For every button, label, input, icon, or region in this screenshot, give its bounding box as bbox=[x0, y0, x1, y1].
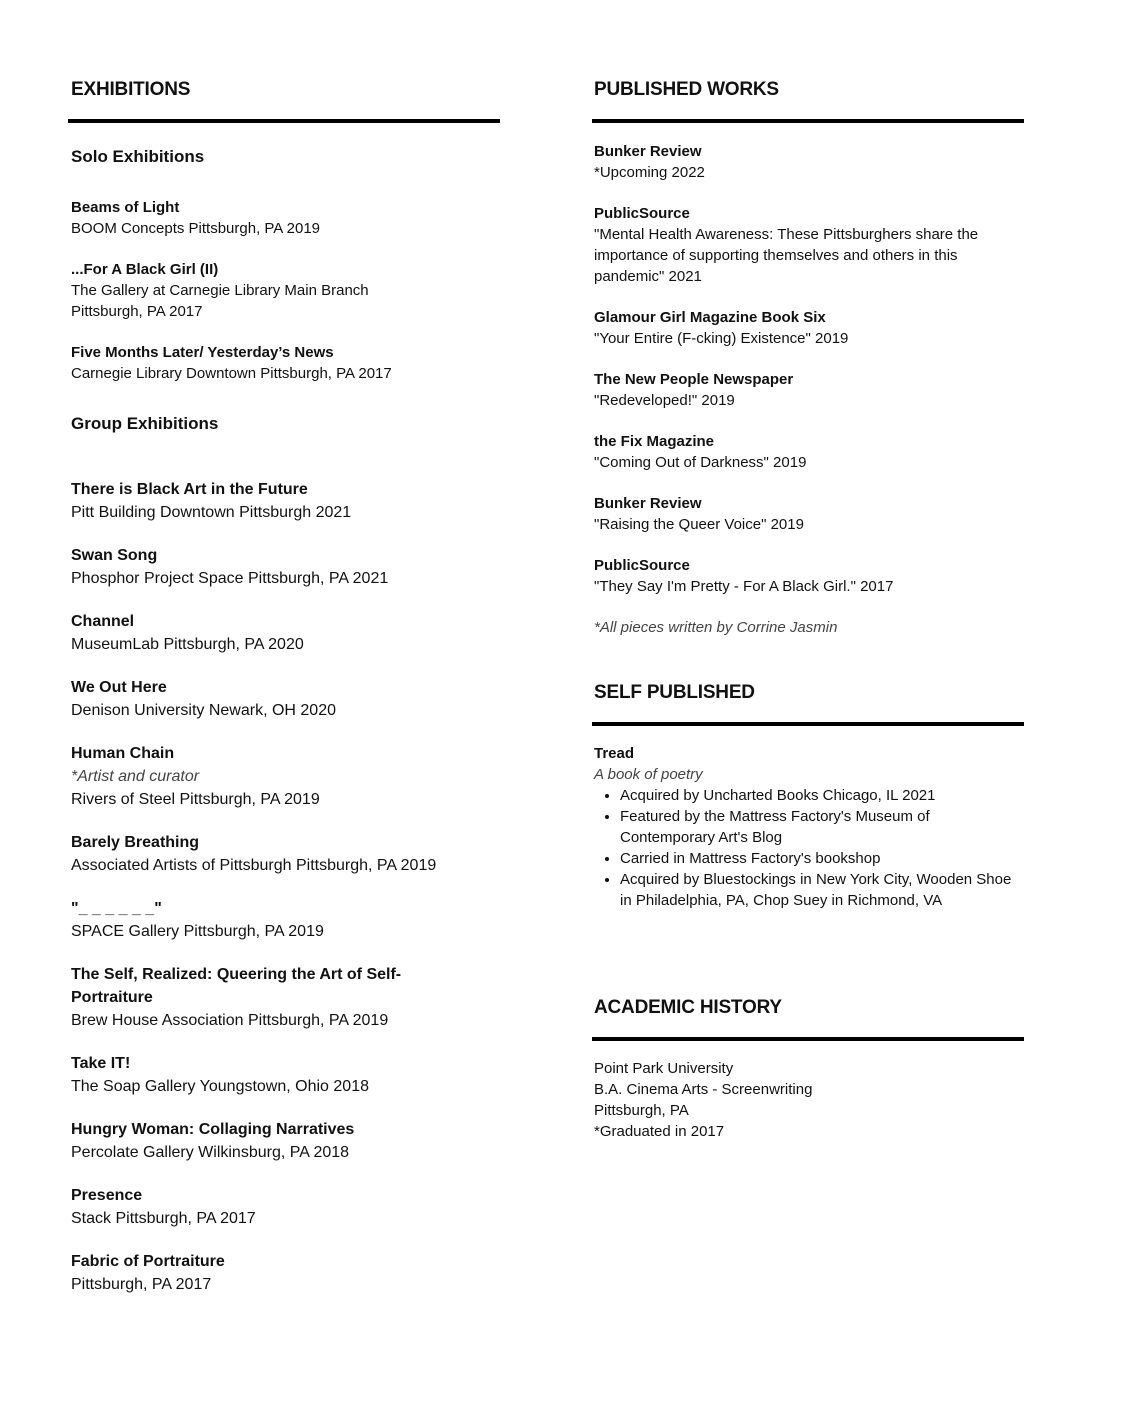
entry-title: Hungry Woman: Collaging Narratives bbox=[71, 1121, 355, 1138]
entry-detail: Pittsburgh, PA 2017 bbox=[71, 1276, 212, 1293]
entry-title: We Out Here bbox=[71, 679, 167, 696]
entry-detail: The Soap Gallery Youngstown, Ohio 2018 bbox=[71, 1078, 369, 1095]
entry-title: Bunker Review bbox=[594, 495, 702, 512]
entry-detail: MuseumLab Pittsburgh, PA 2020 bbox=[71, 636, 304, 653]
academic-history-heading: ACADEMIC HISTORY bbox=[594, 997, 782, 1018]
entry-detail: *Upcoming 2022 bbox=[594, 164, 705, 181]
entry-detail: "Your Entire (F-cking) Existence" 2019 bbox=[594, 330, 849, 347]
entry-title: Fabric of Portraiture bbox=[71, 1253, 225, 1270]
entry-detail: SPACE Gallery Pittsburgh, PA 2019 bbox=[71, 923, 324, 940]
section-divider bbox=[592, 1037, 1024, 1041]
group-entry bbox=[71, 478, 501, 524]
published-entry bbox=[594, 493, 1026, 535]
list-item: • Acquired by Bluestockings in New York City, Wooden Shoe in Philadelphia, PA, Chop Suey in Richmond, VA bbox=[620, 869, 1026, 911]
group-entry bbox=[71, 1118, 501, 1164]
published-entry bbox=[594, 307, 1026, 349]
entry-title: Bunker Review bbox=[594, 143, 702, 160]
entry-detail: Brew House Association Pittsburgh, PA 2019 bbox=[71, 1012, 389, 1029]
entry-title: ...For A Black Girl (II) bbox=[71, 261, 219, 278]
entry-title: PublicSource bbox=[594, 557, 690, 574]
entry-title: PublicSource bbox=[594, 205, 690, 222]
left-column bbox=[71, 79, 501, 1296]
group-exhibitions-heading: Group Exhibitions bbox=[71, 414, 219, 433]
entry-title: Five Months Later/ Yesterday’s News bbox=[71, 344, 334, 361]
entry-title: Swan Song bbox=[71, 547, 158, 564]
self-published-heading: SELF PUBLISHED bbox=[594, 682, 755, 703]
entry-note: *Artist and curator bbox=[71, 768, 200, 785]
entry-detail: "Coming Out of Darkness" 2019 bbox=[594, 454, 807, 471]
group-entry bbox=[71, 742, 501, 811]
solo-exhibitions-heading: Solo Exhibitions bbox=[71, 147, 205, 166]
entry-title: "_ _ _ _ _ _" bbox=[71, 900, 162, 917]
entry-title: Beams of Light bbox=[71, 199, 180, 216]
section-divider bbox=[68, 119, 500, 123]
group-entry bbox=[71, 1052, 501, 1098]
book-title: Tread bbox=[594, 745, 635, 762]
entry-title: Channel bbox=[71, 613, 135, 630]
book-subtitle: A book of poetry bbox=[594, 766, 703, 783]
group-entry bbox=[71, 544, 501, 590]
entry-detail: Phosphor Project Space Pittsburgh, PA 2021 bbox=[71, 570, 389, 587]
entry-detail: Stack Pittsburgh, PA 2017 bbox=[71, 1210, 256, 1227]
solo-entry bbox=[71, 342, 501, 384]
entry-detail: "They Say I'm Pretty - For A Black Girl." 2017 bbox=[594, 578, 894, 595]
group-entry bbox=[71, 1184, 501, 1230]
group-entry bbox=[71, 610, 501, 656]
group-entry bbox=[71, 897, 501, 943]
entry-title: The Self, Realized: Queering the Art of Self-Portraiture bbox=[71, 966, 402, 1006]
list-item: • Acquired by Uncharted Books Chicago, IL 2021 bbox=[620, 785, 1026, 806]
academic-line: B.A. Cinema Arts - Screenwriting bbox=[594, 1081, 813, 1098]
group-entry bbox=[71, 831, 501, 877]
entry-title: Human Chain bbox=[71, 745, 175, 762]
entry-detail: Carnegie Library Downtown Pittsburgh, PA 2017 bbox=[71, 365, 392, 382]
published-entry bbox=[594, 555, 1026, 597]
right-column bbox=[594, 79, 1026, 1142]
published-entry bbox=[594, 203, 1026, 287]
entry-detail: "Mental Health Awareness: These Pittsburghers share the importance of supporting themselves and others in this pandemic" 2021 bbox=[594, 226, 979, 285]
entry-detail: Associated Artists of Pittsburgh Pittsburgh, PA 2019 bbox=[71, 857, 437, 874]
book-notes-list bbox=[594, 785, 1026, 911]
academic-entry bbox=[594, 1058, 1026, 1142]
entry-detail: BOOM Concepts Pittsburgh, PA 2019 bbox=[71, 220, 321, 237]
entry-detail: Pitt Building Downtown Pittsburgh 2021 bbox=[71, 504, 352, 521]
entry-title: The New People Newspaper bbox=[594, 371, 794, 388]
solo-entry bbox=[71, 197, 501, 239]
entry-title: There is Black Art in the Future bbox=[71, 481, 308, 498]
entry-detail: "Raising the Queer Voice" 2019 bbox=[594, 516, 804, 533]
entry-title: Glamour Girl Magazine Book Six bbox=[594, 309, 826, 326]
entry-detail: Denison University Newark, OH 2020 bbox=[71, 702, 336, 719]
entry-detail: The Gallery at Carnegie Library Main Branch bbox=[71, 282, 369, 299]
academic-line: Point Park University bbox=[594, 1060, 734, 1077]
group-entry bbox=[71, 676, 501, 722]
group-entry bbox=[71, 963, 451, 1032]
entry-title: Presence bbox=[71, 1187, 143, 1204]
group-entry bbox=[71, 1250, 501, 1296]
academic-line: *Graduated in 2017 bbox=[594, 1123, 725, 1140]
entry-detail: Percolate Gallery Wilkinsburg, PA 2018 bbox=[71, 1144, 350, 1161]
exhibitions-heading: EXHIBITIONS bbox=[71, 79, 191, 100]
list-item: • Carried in Mattress Factory's bookshop bbox=[620, 848, 1026, 869]
entry-title: Take IT! bbox=[71, 1055, 131, 1072]
published-works-heading: PUBLISHED WORKS bbox=[594, 79, 779, 100]
published-entry bbox=[594, 431, 1026, 473]
self-published-entry bbox=[594, 743, 1026, 911]
academic-line: Pittsburgh, PA bbox=[594, 1102, 689, 1119]
entry-detail: Rivers of Steel Pittsburgh, PA 2019 bbox=[71, 791, 320, 808]
published-note: *All pieces written by Corrine Jasmin bbox=[594, 619, 838, 636]
list-item: • Featured by the Mattress Factory's Museum of Contemporary Art's Blog bbox=[620, 806, 1026, 848]
solo-entry bbox=[71, 259, 501, 322]
entry-title: Barely Breathing bbox=[71, 834, 200, 851]
published-entry bbox=[594, 369, 1026, 411]
published-entry bbox=[594, 141, 1026, 183]
entry-detail: "Redeveloped!" 2019 bbox=[594, 392, 735, 409]
entry-detail: Pittsburgh, PA 2017 bbox=[71, 303, 203, 320]
section-divider bbox=[592, 119, 1024, 123]
section-divider bbox=[592, 722, 1024, 726]
entry-title: the Fix Magazine bbox=[594, 433, 715, 450]
